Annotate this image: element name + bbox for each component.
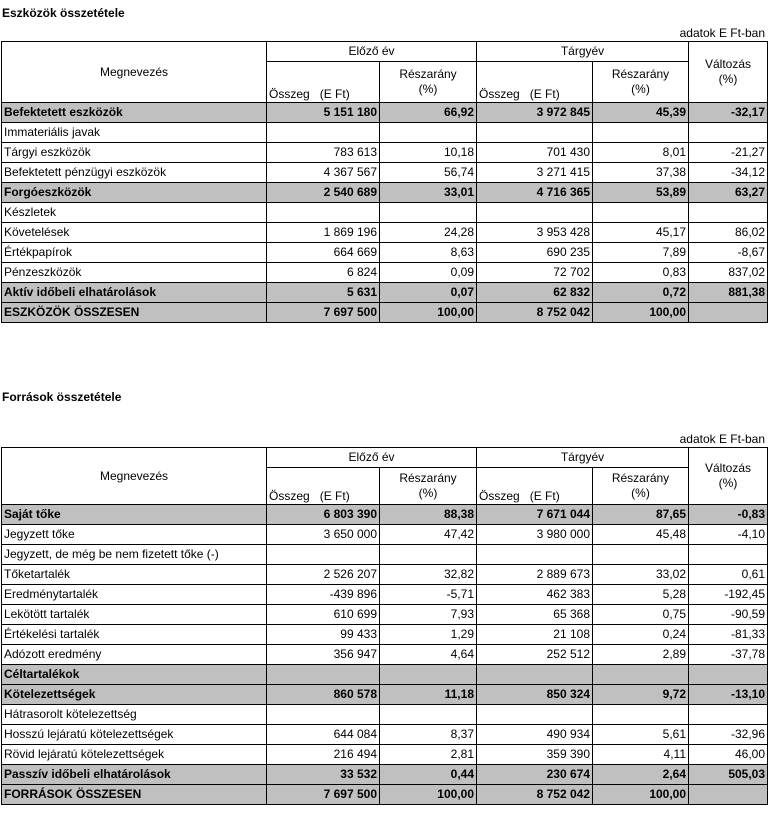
current-share: 45,39 [593,103,689,123]
prev-share [380,545,477,565]
header-current-year: Tárgyév [477,42,689,62]
current-share: 9,72 [593,685,689,705]
header-share-label: Részarány [399,67,457,81]
current-amount: 21 108 [477,625,593,645]
header-share-label: Részarány [611,67,670,81]
change-percent: 46,00 [689,745,768,765]
current-amount: 359 390 [477,745,593,765]
row-label: Passzív időbeli elhatárolások [2,765,267,785]
change-percent: -4,10 [689,525,768,545]
current-share: 37,38 [593,163,689,183]
current-amount: 2 889 673 [477,565,593,585]
prev-share [380,203,477,223]
table-row [2,625,768,645]
prev-share: 8,63 [380,243,477,263]
prev-amount: 6 824 [267,263,380,283]
change-percent: -37,78 [689,645,768,665]
change-percent: -90,59 [689,605,768,625]
table-row [2,505,768,525]
change-percent: -32,17 [689,103,768,123]
header-name: Megnevezés [2,448,267,505]
prev-amount: 7 697 500 [267,303,380,323]
change-percent: -34,12 [689,163,768,183]
prev-share: 66,92 [380,103,477,123]
row-label: FORRÁSOK ÖSSZESEN [2,785,267,805]
prev-share: 11,18 [380,685,477,705]
table-row [2,585,768,605]
current-amount: 850 324 [477,685,593,705]
table-row [2,745,768,765]
row-label: Jegyzett, de még be nem fizetett tőke (-) [2,545,267,565]
prev-share: 88,38 [380,505,477,525]
prev-share: 32,82 [380,565,477,585]
change-percent [689,665,768,685]
prev-share: 4,64 [380,645,477,665]
row-label: Rövid lejáratú kötelezettségek [2,745,267,765]
current-share: 5,28 [593,585,689,605]
current-share: 33,02 [593,565,689,585]
prev-amount [267,545,380,565]
header-amount-label: Összeg [479,489,520,503]
header-change-label: Változás [705,57,752,71]
row-label: Hátrasorolt kötelezettség [2,705,267,725]
current-share: 45,17 [593,223,689,243]
change-percent [689,785,768,805]
change-percent: 0,61 [689,565,768,585]
prev-amount: 33 532 [267,765,380,785]
current-amount: 701 430 [477,143,593,163]
current-share: 100,00 [593,303,689,323]
header-prev-year: Előző év [267,448,477,468]
change-percent: 63,27 [689,183,768,203]
current-amount: 490 934 [477,725,593,745]
row-label: Jegyzett tőke [2,525,267,545]
current-amount: 252 512 [477,645,593,665]
prev-amount: -439 896 [267,585,380,605]
change-percent [689,123,768,143]
prev-share: 24,28 [380,223,477,243]
table-row [2,665,768,685]
header-share-prev [380,62,477,103]
liabilities-title: Források összetétele [2,390,122,404]
prev-share: 0,07 [380,283,477,303]
prev-share: 10,18 [380,143,477,163]
header-change [689,42,768,103]
current-share: 5,61 [593,725,689,745]
row-label: ESZKÖZÖK ÖSSZESEN [2,303,267,323]
current-share [593,705,689,725]
table-row [2,545,768,565]
prev-share [380,665,477,685]
header-amount-prev [267,62,380,103]
change-percent: -192,45 [689,585,768,605]
table-row [2,645,768,665]
table-row [2,143,768,163]
prev-amount: 7 697 500 [267,785,380,805]
header-amount-unit: (E Ft) [319,489,350,503]
header-amount-label: Összeg [269,87,310,101]
table-row [2,565,768,585]
row-label: Adózott eredmény [2,645,267,665]
current-amount: 3 953 428 [477,223,593,243]
current-amount: 62 832 [477,283,593,303]
row-label: Befektetett pénzügyi eszközök [2,163,267,183]
current-amount: 3 972 845 [477,103,593,123]
header-share-current [593,468,689,505]
liabilities-body [2,505,768,805]
row-label: Céltartalékok [2,665,267,685]
change-percent: 837,02 [689,263,768,283]
header-change-unit: (%) [718,72,738,86]
row-label: Készletek [2,203,267,223]
row-label: Hosszú lejáratú kötelezettségek [2,725,267,745]
table-row [2,183,768,203]
current-share: 0,24 [593,625,689,645]
prev-share: 1,29 [380,625,477,645]
header-amount-prev [267,468,380,505]
row-label: Forgóeszközök [2,183,267,203]
current-amount: 3 980 000 [477,525,593,545]
change-percent: -13,10 [689,685,768,705]
current-amount: 8 752 042 [477,785,593,805]
row-label: Tőketartalék [2,565,267,585]
assets-title: Eszközök összetétele [2,6,125,20]
prev-amount: 860 578 [267,685,380,705]
prev-share: -5,71 [380,585,477,605]
row-label: Befektetett eszközök [2,103,267,123]
current-share: 2,89 [593,645,689,665]
current-amount: 72 702 [477,263,593,283]
header-share-unit: (%) [418,82,438,96]
header-amount-current [477,62,593,103]
prev-amount: 1 869 196 [267,223,380,243]
change-percent: -32,96 [689,725,768,745]
prev-amount: 783 613 [267,143,380,163]
prev-amount [267,665,380,685]
prev-share: 7,93 [380,605,477,625]
table-row [2,303,768,323]
header-share-label: Részarány [399,471,457,485]
change-percent [689,545,768,565]
liabilities-header [2,448,768,505]
header-change-label: Változás [705,461,752,475]
assets-body [2,103,768,323]
current-share [593,203,689,223]
header-amount-label: Összeg [479,87,520,101]
prev-share [380,705,477,725]
prev-share: 100,00 [380,303,477,323]
current-share: 45,48 [593,525,689,545]
header-change [689,448,768,505]
current-amount: 4 716 365 [477,183,593,203]
prev-amount: 2 526 207 [267,565,380,585]
row-label: Pénzeszközök [2,263,267,283]
current-amount [477,665,593,685]
change-percent [689,303,768,323]
prev-amount: 99 433 [267,625,380,645]
table-row [2,605,768,625]
header-current-year: Tárgyév [477,448,689,468]
header-share-unit: (%) [631,486,650,500]
change-percent: -0,83 [689,505,768,525]
change-percent: 881,38 [689,283,768,303]
current-amount [477,123,593,143]
header-amount-current [477,468,593,505]
current-amount [477,203,593,223]
table-row [2,705,768,725]
table-row [2,123,768,143]
header-share-unit: (%) [418,486,438,500]
header-share-label: Részarány [611,471,670,485]
table-row [2,765,768,785]
header-amount-unit: (E Ft) [529,489,560,503]
prev-amount: 6 803 390 [267,505,380,525]
header-share-prev [380,468,477,505]
row-label: Követelések [2,223,267,243]
row-label: Értékelési tartalék [2,625,267,645]
prev-share: 8,37 [380,725,477,745]
table-row [2,103,768,123]
table-row [2,243,768,263]
table-row [2,685,768,705]
current-share: 100,00 [593,785,689,805]
prev-amount: 356 947 [267,645,380,665]
prev-share: 2,81 [380,745,477,765]
current-amount [477,545,593,565]
liabilities-unit-note: adatok E Ft-ban [679,432,765,446]
current-amount: 65 368 [477,605,593,625]
prev-amount: 664 669 [267,243,380,263]
change-percent: -81,33 [689,625,768,645]
change-percent [689,705,768,725]
table-row [2,203,768,223]
current-share: 0,72 [593,283,689,303]
current-share: 2,64 [593,765,689,785]
current-amount [477,705,593,725]
row-label: Saját tőke [2,505,267,525]
assets-unit-note: adatok E Ft-ban [679,26,765,40]
table-row [2,785,768,805]
current-amount: 462 383 [477,585,593,605]
row-label: Immateriális javak [2,123,267,143]
current-share [593,545,689,565]
table-row [2,525,768,545]
prev-amount: 610 699 [267,605,380,625]
prev-amount: 5 151 180 [267,103,380,123]
change-percent [689,203,768,223]
header-change-unit: (%) [718,476,738,490]
current-amount: 230 674 [477,765,593,785]
prev-share: 33,01 [380,183,477,203]
current-share: 0,75 [593,605,689,625]
table-row [2,223,768,243]
current-amount: 7 671 044 [477,505,593,525]
row-label: Aktív időbeli elhatárolások [2,283,267,303]
current-share: 87,65 [593,505,689,525]
assets-header [2,42,768,103]
table-row [2,725,768,745]
change-percent: 86,02 [689,223,768,243]
current-amount: 3 271 415 [477,163,593,183]
change-percent: 505,03 [689,765,768,785]
prev-share: 100,00 [380,785,477,805]
current-share: 0,83 [593,263,689,283]
prev-share: 0,44 [380,765,477,785]
current-share [593,665,689,685]
current-share: 4,11 [593,745,689,765]
header-name: Megnevezés [2,42,267,103]
table-row [2,163,768,183]
current-share [593,123,689,143]
prev-amount: 4 367 567 [267,163,380,183]
prev-amount: 3 650 000 [267,525,380,545]
current-share: 53,89 [593,183,689,203]
prev-amount: 644 084 [267,725,380,745]
prev-share [380,123,477,143]
liabilities-table [1,447,768,805]
prev-amount: 216 494 [267,745,380,765]
header-share-unit: (%) [631,82,650,96]
current-amount: 690 235 [477,243,593,263]
row-label: Értékpapírok [2,243,267,263]
prev-amount [267,705,380,725]
table-row [2,263,768,283]
row-label: Lekötött tartalék [2,605,267,625]
current-share: 8,01 [593,143,689,163]
prev-amount [267,203,380,223]
current-share: 7,89 [593,243,689,263]
header-amount-unit: (E Ft) [319,87,350,101]
header-amount-label: Összeg [269,489,310,503]
table-row [2,283,768,303]
current-amount: 8 752 042 [477,303,593,323]
change-percent: -21,27 [689,143,768,163]
change-percent: -8,67 [689,243,768,263]
assets-table [1,41,768,323]
prev-share: 56,74 [380,163,477,183]
row-label: Eredménytartalék [2,585,267,605]
header-share-current [593,62,689,103]
row-label: Tárgyi eszközök [2,143,267,163]
header-prev-year: Előző év [267,42,477,62]
row-label: Kötelezettségek [2,685,267,705]
prev-share: 0,09 [380,263,477,283]
prev-amount: 5 631 [267,283,380,303]
prev-amount [267,123,380,143]
prev-share: 47,42 [380,525,477,545]
prev-amount: 2 540 689 [267,183,380,203]
header-amount-unit: (E Ft) [529,87,560,101]
